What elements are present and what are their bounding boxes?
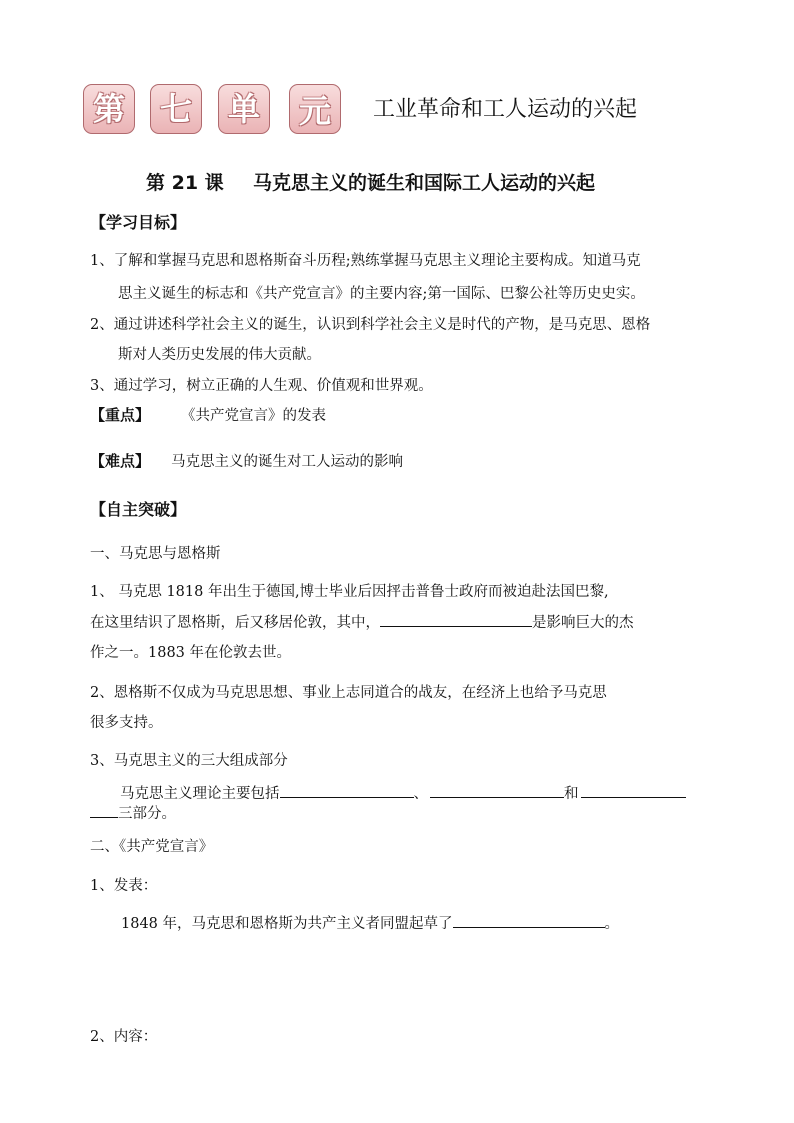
unit-char-box	[83, 84, 135, 134]
unit-char-box	[218, 84, 270, 134]
lesson-title: 马克思主义的诞生和国际工人运动的兴起	[253, 172, 596, 194]
answer-blank[interactable]	[581, 783, 686, 798]
question-1-text-a: 在这里结识了恩格斯，后又移居伦敦，其中，	[90, 615, 380, 631]
lesson-number: 第 21 课	[146, 172, 224, 194]
objective-item-3: 3、通过学习，树立正确的人生观、价值观和世界观。	[90, 378, 433, 394]
content-label: 2、内容：	[90, 1029, 158, 1045]
key-point-text: 《共产党宣言》的发表	[181, 408, 326, 424]
unit-char-box	[289, 84, 341, 134]
publish-line	[121, 912, 619, 933]
objective-item-2-line-1: 2、通过讲述科学社会主义的诞生，认识到科学社会主义是时代的产物，是马克思、恩格	[90, 317, 651, 333]
answer-blank[interactable]	[280, 783, 414, 798]
question-2-line-1: 2、恩格斯不仅成为马克思思想、事业上志同道合的战友，在经济上也给予马克思	[90, 685, 607, 701]
self-study-heading: 【自主突破】	[90, 500, 187, 519]
question-3-text-a: 马克思主义理论主要包括	[120, 786, 280, 802]
objective-item-1-line-2: 思主义诞生的标志和《共产党宣言》的主要内容;第一国际、巴黎公社等历史史实。	[118, 286, 645, 302]
question-1-line-2	[90, 611, 634, 632]
answer-blank[interactable]	[380, 612, 532, 627]
objective-item-2-line-2: 斯对人类历史发展的伟大贡献。	[118, 347, 321, 363]
unit-char-box	[150, 84, 202, 134]
difficulty-text: 马克思主义的诞生对工人运动的影响	[171, 454, 403, 470]
question-2-line-2: 很多支持。	[90, 715, 163, 731]
unit-char: 单	[227, 90, 260, 128]
section-2-heading: 二、《共产党宣言》	[90, 839, 214, 855]
question-1-line-1: 1、 马克思 1818 年出生于德国,博士毕业后因抨击普鲁士政府而被迫赴法国巴黎,	[90, 584, 609, 600]
section-1-heading: 一、马克思与恩格斯	[90, 546, 221, 562]
question-3-line-1	[120, 782, 686, 803]
publish-text-b: 。	[604, 916, 620, 932]
unit-char: 元	[298, 92, 331, 130]
question-3-line-2	[90, 802, 176, 823]
question-1-text-b: 是影响巨大的杰	[532, 615, 634, 631]
question-1-line-3: 作之一。1883 年在伦敦去世。	[90, 645, 292, 661]
unit-title: 工业革命和工人运动的兴起	[373, 97, 638, 122]
unit-char: 第	[92, 90, 125, 128]
unit-char: 七	[159, 90, 192, 128]
objectives-heading: 【学习目标】	[90, 213, 187, 232]
publish-text-a: 1848 年，马克思和恩格斯为共产主义者同盟起草了	[121, 916, 453, 932]
answer-blank[interactable]	[90, 803, 118, 818]
difficulty-label: 【难点】	[90, 452, 151, 470]
answer-blank[interactable]	[430, 783, 564, 798]
question-3-title: 3、马克思主义的三大组成部分	[90, 753, 288, 769]
objective-item-1-line-1: 1、了解和掌握马克思和恩格斯奋斗历程;熟练掌握马克思主义理论主要构成。知道马克	[90, 253, 641, 269]
question-3-text-b: 三部分。	[118, 806, 176, 822]
key-point-label: 【重点】	[90, 406, 151, 424]
question-3-separator: 和	[564, 786, 579, 802]
publish-label: 1、发表：	[90, 878, 158, 894]
question-3-separator: 、	[413, 786, 428, 802]
answer-blank[interactable]	[453, 913, 605, 928]
